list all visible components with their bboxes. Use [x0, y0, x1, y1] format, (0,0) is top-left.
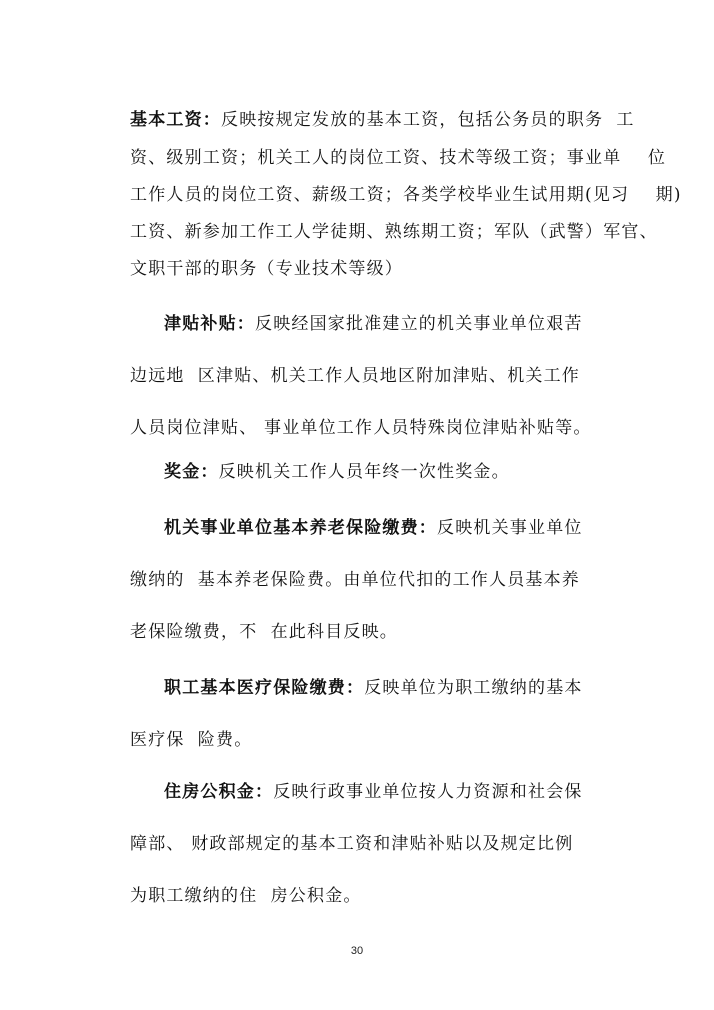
basic-salary-line-3: 工作人员的岗位工资、薪级工资；各类学校毕业生试用期(见习 期) — [130, 185, 682, 205]
basic-salary-text: 反映按规定发放的基本工资，包括公务员的职务 工 — [221, 110, 635, 130]
allowance-line-2: 边远地 区津贴、机关工作人员地区附加津贴、机关工作 — [130, 366, 581, 386]
basic-salary-line-1 — [130, 108, 635, 132]
basic-salary-line-5: 文职干部的职务（专业技术等级） — [130, 259, 403, 279]
page-number: 30 — [350, 945, 364, 957]
allowance-line-3: 人员岗位津贴、 事业单位工作人员特殊岗位津贴补贴等。 — [130, 418, 592, 438]
pension-line-2: 缴纳的 基本养老保险费。由单位代扣的工作人员基本养 — [130, 570, 581, 590]
allowance-line-1 — [164, 312, 583, 336]
medical-line-2: 医疗保 险费。 — [130, 730, 253, 750]
bonus-text: 反映机关工作人员年终一次性奖金。 — [218, 462, 510, 482]
basic-salary-term: 基本工资： — [130, 110, 221, 130]
medical-term: 职工基本医疗保险缴费： — [164, 678, 365, 698]
housing-fund-line-3: 为职工缴纳的住 房公积金。 — [130, 886, 362, 906]
pension-line-3: 老保险缴费，不 在此科目反映。 — [130, 622, 399, 642]
medical-text: 反映单位为职工缴纳的基本 — [364, 678, 583, 698]
bonus-line-1 — [164, 460, 510, 484]
medical-line-1 — [164, 676, 583, 700]
housing-fund-line-1 — [164, 780, 583, 804]
pension-term: 机关事业单位基本养老保险缴费： — [164, 518, 437, 538]
housing-fund-term: 住房公积金： — [164, 782, 274, 802]
pension-line-1 — [164, 516, 583, 540]
housing-fund-line-2: 障部、 财政部规定的基本工资和津贴补贴以及规定比例 — [130, 834, 574, 854]
pension-text: 反映机关事业单位 — [437, 518, 583, 538]
basic-salary-line-4: 工资、新参加工作工人学徒期、熟练期工资；军队（武警）军官、 — [130, 222, 658, 242]
bonus-term: 奖金： — [164, 462, 219, 482]
allowance-text: 反映经国家批准建立的机关事业单位艰苦 — [255, 314, 583, 334]
basic-salary-line-2: 资、级别工资；机关工人的岗位工资、技术等级工资；事业单 位 — [130, 148, 667, 168]
allowance-term: 津贴补贴： — [164, 314, 255, 334]
housing-fund-text: 反映行政事业单位按人力资源和社会保 — [273, 782, 583, 802]
